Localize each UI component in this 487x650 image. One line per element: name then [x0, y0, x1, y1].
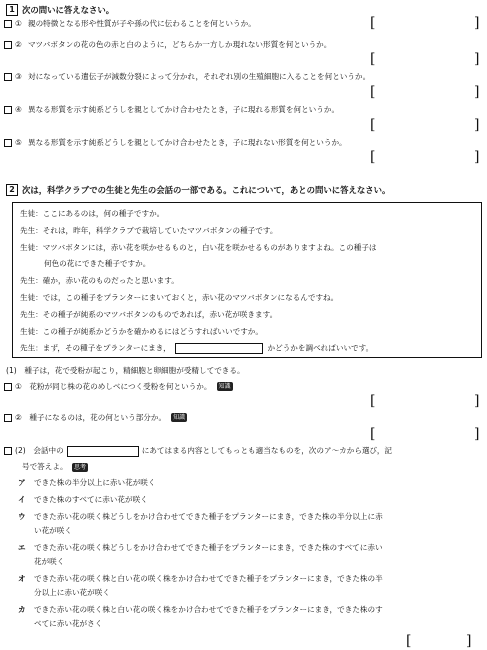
checkbox-2-2[interactable] [4, 447, 12, 455]
question-2-1-1 [4, 382, 233, 391]
section-1-number: 1 [6, 4, 18, 16]
checkbox-2-1-1[interactable] [4, 383, 12, 391]
answer-bracket-open: [ [406, 633, 412, 649]
answer-bracket-open: [ [370, 84, 376, 100]
answer-bracket-close: ] [474, 117, 480, 133]
dialog-line: 生徒：マツバボタンには，赤い花を咲かせるものと，白い花を咲かせるものがありますよね。この種子は [20, 243, 377, 252]
dialog-line-with-blank: 先生：まず，その種子をプランターにまき， かどうかを調べればいいです。 [20, 343, 374, 353]
tag-knowledge: 知識 [173, 414, 186, 421]
choice-o: オ できた赤い花の咲く株と白い花の咲く株をかけ合わせてできた種子をプランターにまき，できた株の半 [18, 574, 383, 583]
choice-e-cont: 花が咲く [34, 557, 65, 566]
choice-ka: カ できた赤い花の咲く株と白い花の咲く株をかけ合わせてできた種子をプランターにまき，できた株のす [18, 605, 383, 614]
answer-bracket-close: ] [474, 149, 480, 165]
question-1-5: ⑤ 異なる形質を示す純系どうしを親としてかけ合わせたとき，子に現れない形質を何というか。 [4, 138, 347, 147]
choice-ka-cont: べてに赤い花がさく [34, 619, 103, 628]
question-2-1-2 [4, 413, 187, 422]
question-2-2: (2) 会話中の にあてはまる内容としてもっとも適当なものを，次のア～カから選び，記 [4, 446, 392, 457]
answer-bracket-close: ] [474, 393, 480, 409]
question-2-2-line2: 号で答えよ。 思考 [22, 462, 86, 471]
answer-bracket-close: ] [466, 633, 472, 649]
checkbox-1-4[interactable] [4, 106, 12, 114]
answer-bracket-open: [ [370, 15, 376, 31]
tag-thinking: 思考 [73, 464, 86, 471]
dialog-box [12, 202, 482, 358]
answer-bracket-open: [ [370, 393, 376, 409]
choice-e: エ できた赤い花の咲く株どうしをかけ合わせてできた種子をプランターにまき，できた株のすべてに赤い [18, 543, 383, 552]
question-2-1-intro: (1) 種子は，花で受粉が起こり，精細胞と卵細胞が受精してできる。 [6, 366, 245, 375]
choice-o-cont: 分以上に赤い花が咲く [34, 588, 110, 597]
section-2-heading [6, 184, 390, 196]
question-1-2: ② マツバボタンの花の色の赤と白のように，どちらか一方しか現れない形質を何というか。 [4, 40, 331, 49]
checkbox-1-5[interactable] [4, 139, 12, 147]
answer-bracket-open: [ [370, 51, 376, 67]
section-2-number: 2 [6, 184, 18, 196]
dialog-line: 先生：確か，赤い花のものだったと思います。 [20, 276, 179, 285]
answer-bracket-close: ] [474, 426, 480, 442]
dialog-line: 何色の花にできた種子ですか。 [44, 259, 151, 268]
dialog-line: 生徒：ここにあるのは，何の種子ですか。 [20, 209, 165, 218]
choice-u: ウ できた赤い花の咲く株どうしをかけ合わせてできた種子をプランターにまき，できた株の半分以上に赤 [18, 512, 383, 521]
answer-bracket-open: [ [370, 426, 376, 442]
section-2-title: 次は，科学クラブでの生徒と先生の会話の一部である。これについて，あとの問いに答えなさい。 [22, 184, 391, 195]
choice-a: ア できた株の半分以上に赤い花が咲く [18, 478, 156, 487]
checkbox-2-1-2[interactable] [4, 414, 12, 422]
choice-u-cont: い花が咲く [34, 526, 72, 535]
dialog-line: 生徒：では，この種子をプランターにまいておくと，赤い花のマツバボタンになるんですね。 [20, 293, 339, 302]
answer-bracket-close: ] [474, 15, 480, 31]
question-1-5-text: 異なる形質を示す純系どうしを親としてかけ合わせたとき，子に現れない形質を何というか。 [28, 138, 347, 147]
dialog-line: 先生：その種子が純系のマツバボタンのものであれば，赤い花が咲きます。 [20, 310, 278, 319]
dialog-line: 生徒：この種子が純系かどうかを確かめるにはどうすればいいですか。 [20, 327, 263, 336]
checkbox-1-3[interactable] [4, 73, 12, 81]
dialog-line: 先生：それは，昨年，科学クラブで栽培していたマツバボタンの種子です。 [20, 226, 278, 235]
question-2-1-1-text: ① 花粉が同じ株の花のめしべにつく受粉を何というか。 [15, 382, 212, 391]
question-1-2-text: マツバボタンの花の色の赤と白のように，どちらか一方しか現れない形質を何というか。 [28, 40, 332, 49]
tag-knowledge: 知識 [218, 383, 231, 390]
question-1-1: ① 親の特徴となる形や性質が子や孫の代に伝わることを何というか。 [4, 19, 256, 28]
question-1-3-text: 対になっている遺伝子が減数分裂によって分かれ，それぞれ別の生殖細胞に入ることを何というか。 [28, 72, 371, 81]
section-1-title: 次の問いに答えなさい。 [22, 4, 115, 15]
question-1-4: ④ 異なる形質を示す純系どうしを親としてかけ合わせたとき，子に現れる形質を何というか。 [4, 105, 339, 114]
checkbox-1-1[interactable] [4, 20, 12, 28]
checkbox-1-2[interactable] [4, 41, 12, 49]
choice-i: イ できた株のすべてに赤い花が咲く [18, 495, 148, 504]
question-1-3: ③ 対になっている遺伝子が減数分裂によって分かれ，それぞれ別の生殖細胞に入ることを何というか。 [4, 72, 370, 81]
answer-bracket-open: [ [370, 149, 376, 165]
blank-box-reference [67, 446, 139, 457]
question-1-1-text: 親の特徴となる形や性質が子や孫の代に伝わることを何というか。 [28, 19, 256, 28]
answer-bracket-open: [ [370, 117, 376, 133]
answer-bracket-close: ] [474, 84, 480, 100]
answer-bracket-close: ] [474, 51, 480, 67]
question-2-1-2-text: ② 種子になるのは，花の何という部分か。 [15, 413, 167, 422]
dialog-blank-box[interactable] [175, 343, 263, 354]
section-1-heading [6, 4, 114, 16]
question-1-4-text: 異なる形質を示す純系どうしを親としてかけ合わせたとき，子に現れる形質を何というか。 [28, 105, 340, 114]
